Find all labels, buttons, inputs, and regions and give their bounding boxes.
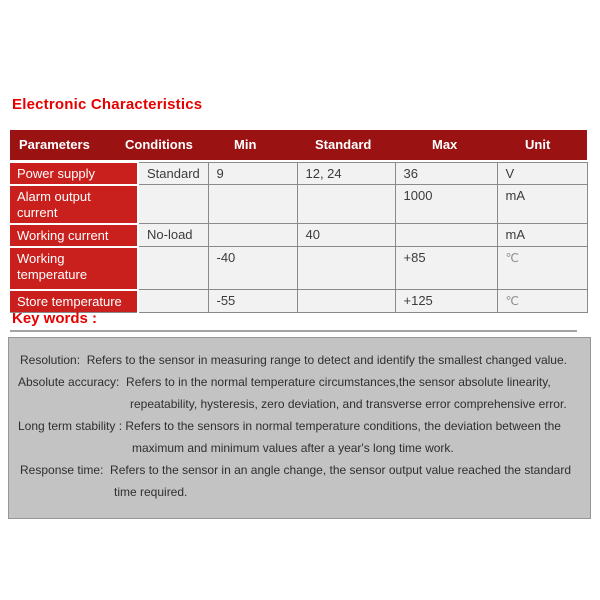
column-header-unit: Unit <box>525 137 551 152</box>
table-cell <box>297 290 395 313</box>
row-label-cell: Working temperature <box>10 247 138 290</box>
table-cell: +85 <box>395 247 497 290</box>
column-header-min: Min <box>234 137 257 152</box>
keywords-heading: Key words : <box>12 310 98 327</box>
column-header-parameters: Parameters <box>19 137 90 152</box>
table-cell: 9 <box>208 163 297 185</box>
keywords-underline <box>10 330 577 332</box>
table-cell: -40 <box>208 247 297 290</box>
table-cell <box>138 290 208 313</box>
table-cell <box>138 185 208 224</box>
column-header-standard: Standard <box>315 137 372 152</box>
table-cell: 36 <box>395 163 497 185</box>
table-cell: 12, 24 <box>297 163 395 185</box>
table-row <box>10 224 587 247</box>
keyword-line: Resolution: Refers to the sensor in measuring range to detect and identify the smallest changed value. <box>20 353 567 367</box>
table-header-row <box>10 130 587 160</box>
table-cell: Standard <box>138 163 208 185</box>
column-header-max: Max <box>432 137 458 152</box>
table-cell: No-load <box>138 224 208 247</box>
characteristics-table <box>10 162 588 313</box>
row-label-cell: Alarm output current <box>10 185 138 224</box>
keyword-line: Response time: Refers to the sensor in an angle change, the sensor output value reached the standard <box>20 463 572 477</box>
keyword-line: Long term stability : Refers to the sensors in normal temperature conditions, the deviation between the <box>18 419 561 433</box>
keyword-line: Absolute accuracy: Refers to in the normal temperature circumstances,the sensor absolute linearity, <box>18 375 551 389</box>
table-cell: ℃ <box>497 247 587 290</box>
table-cell <box>395 224 497 247</box>
table-cell: ℃ <box>497 290 587 313</box>
table-cell: V <box>497 163 587 185</box>
keywords-box <box>8 337 591 519</box>
table-cell <box>297 247 395 290</box>
table-cell: 1000 <box>395 185 497 224</box>
table-row <box>10 163 587 185</box>
table-cell: mA <box>497 224 587 247</box>
column-header-conditions: Conditions <box>125 137 193 152</box>
keyword-line: maximum and minimum values after a year's long time work. <box>132 441 454 455</box>
table-cell <box>138 247 208 290</box>
table-cell: 40 <box>297 224 395 247</box>
table-cell: mA <box>497 185 587 224</box>
table-cell <box>297 185 395 224</box>
table-cell: -55 <box>208 290 297 313</box>
row-label-cell: Store temperature <box>10 290 138 313</box>
keyword-line: repeatability, hysteresis, zero deviation, and transverse error comprehensive error. <box>130 397 567 411</box>
table-row <box>10 247 587 290</box>
row-label-cell: Working current <box>10 224 138 247</box>
table-cell <box>208 185 297 224</box>
page-title: Electronic Characteristics <box>12 96 203 113</box>
keyword-line: time required. <box>114 485 188 499</box>
row-label-cell: Power supply <box>10 163 138 185</box>
table-cell <box>208 224 297 247</box>
table-cell: +125 <box>395 290 497 313</box>
table-row <box>10 185 587 224</box>
